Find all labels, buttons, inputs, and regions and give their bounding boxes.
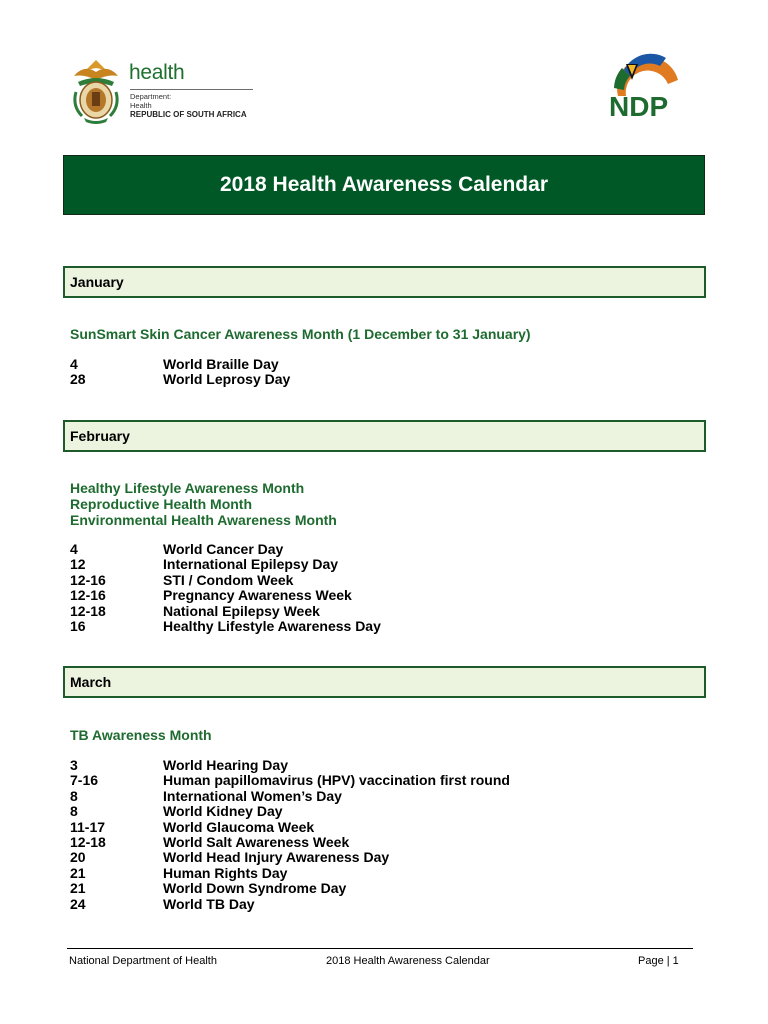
event-name: Pregnancy Awareness Week [163, 587, 352, 604]
event-row [70, 588, 381, 603]
march-events [70, 758, 510, 912]
awareness-item: Healthy Lifestyle Awareness Month [70, 480, 305, 496]
event-name: International Women’s Day [163, 787, 342, 804]
footer-document-title: 2018 Health Awareness Calendar [326, 955, 490, 967]
january-events [70, 357, 290, 388]
event-row [70, 820, 510, 835]
event-date: 4 [70, 541, 78, 557]
footer-page-number: Page | 1 [638, 955, 679, 967]
month-name: March [70, 674, 112, 690]
event-date: 16 [70, 618, 86, 635]
event-row [70, 604, 381, 619]
event-name: World Salt Awareness Week [163, 834, 350, 851]
month-header-february [63, 420, 706, 452]
logo-divider [130, 89, 253, 90]
event-name: World Kidney Day [163, 803, 283, 820]
ndp-2030-logo [604, 50, 688, 122]
ndp-letters: NDP [609, 91, 669, 122]
logo-line-health: Health [130, 101, 152, 110]
event-date: 21 [70, 864, 86, 881]
february-awareness-list [70, 480, 337, 528]
ndp-emblem-icon [604, 50, 688, 122]
event-row [70, 542, 381, 557]
event-row [70, 773, 510, 788]
event-date: 8 [70, 787, 78, 804]
month-name: February [70, 428, 130, 444]
event-name: World Glaucoma Week [163, 818, 315, 835]
event-name: World Hearing Day [163, 757, 288, 773]
event-row [70, 372, 290, 387]
event-date: 24 [70, 895, 86, 912]
event-name: World Down Syndrome Day [163, 880, 347, 897]
event-date: 28 [70, 371, 86, 388]
event-date: 12-18 [70, 834, 106, 851]
event-date: 12-16 [70, 571, 106, 588]
coat-of-arms-icon [68, 56, 124, 124]
event-date: 12-16 [70, 587, 106, 604]
event-row [70, 866, 510, 881]
march-awareness-list [70, 727, 212, 743]
ndp-year: 2030 [658, 84, 681, 95]
month-header-march [63, 666, 706, 698]
event-name: Human papillomavirus (HPV) vaccination first round [163, 772, 510, 789]
month-name: January [70, 274, 124, 290]
awareness-item: TB Awareness Month [70, 727, 212, 743]
event-date: 12-18 [70, 602, 106, 619]
event-name: World Head Injury Awareness Day [163, 849, 390, 866]
january-awareness-list [70, 326, 531, 342]
event-date: 7-16 [70, 772, 99, 789]
event-name: Healthy Lifestyle Awareness Day [163, 618, 381, 635]
footer-divider [67, 948, 693, 949]
title-banner [63, 155, 705, 215]
page-title: 2018 Health Awareness Calendar [219, 173, 548, 196]
event-date: 4 [70, 356, 78, 372]
event-name: STI / Condom Week [163, 571, 294, 588]
event-row [70, 789, 510, 804]
month-header-january [63, 266, 706, 298]
logo-line-department: Department: [130, 92, 172, 101]
february-events [70, 542, 381, 634]
event-name: World Cancer Day [163, 541, 284, 557]
department-of-health-logo [68, 56, 258, 126]
awareness-item: Reproductive Health Month [70, 496, 253, 512]
event-date: 12 [70, 556, 86, 573]
footer-department: National Department of Health [69, 955, 217, 967]
event-name: National Epilepsy Week [163, 602, 320, 619]
event-row [70, 357, 290, 372]
event-name: Human Rights Day [163, 864, 288, 881]
awareness-item: Environmental Health Awareness Month [70, 512, 337, 528]
event-date: 20 [70, 849, 86, 866]
logo-word-health: health [129, 61, 185, 84]
event-date: 21 [70, 880, 86, 897]
event-row [70, 573, 381, 588]
event-date: 3 [70, 757, 78, 773]
event-row [70, 557, 381, 572]
event-row [70, 804, 510, 819]
event-name: World TB Day [163, 895, 255, 912]
event-row [70, 850, 510, 865]
event-name: International Epilepsy Day [163, 556, 339, 573]
event-row [70, 897, 510, 912]
logo-line-rsa: REPUBLIC OF SOUTH AFRICA [130, 110, 247, 119]
event-row [70, 881, 510, 896]
event-name: World Leprosy Day [163, 371, 291, 388]
event-row [70, 835, 510, 850]
event-row [70, 619, 381, 634]
event-row [70, 758, 510, 773]
event-name: World Braille Day [163, 356, 279, 372]
awareness-item: SunSmart Skin Cancer Awareness Month (1 December to 31 January) [70, 326, 531, 342]
event-date: 11-17 [70, 818, 106, 835]
event-date: 8 [70, 803, 78, 820]
